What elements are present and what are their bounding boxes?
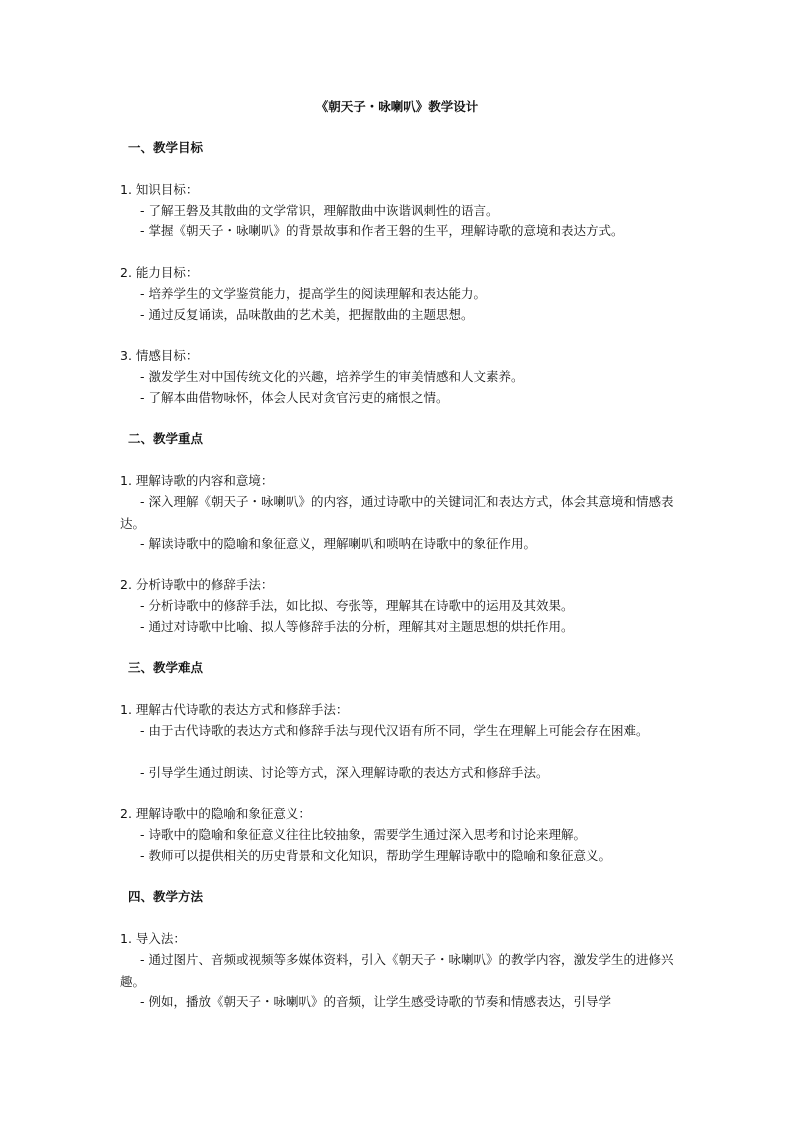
bullet: - 教师可以提供相关的历史背景和文化知识，帮助学生理解诗歌中的隐喻和象征意义。 bbox=[140, 848, 611, 863]
bullet: - 掌握《朝天子・咏喇叭》的背景故事和作者王磐的生平，理解诗歌的意境和表达方式。 bbox=[140, 223, 624, 238]
bullet: - 通过图片、音频或视频等多媒体资料，引入《朝天子・咏喇叭》的教学内容，激发学生的进修兴趣。 bbox=[120, 952, 674, 989]
bullet: - 培养学生的文学鉴赏能力，提高学生的阅读理解和表达能力。 bbox=[140, 286, 486, 301]
section-heading-methods: 四、教学方法 bbox=[128, 889, 204, 904]
document-title: 《朝天子・咏喇叭》教学设计 bbox=[315, 99, 479, 114]
bullet: - 通过对诗歌中比喻、拟人等修辞手法的分析，理解其对主题思想的烘托作用。 bbox=[140, 619, 574, 634]
item-knowledge-goal: 1. 知识目标： bbox=[120, 182, 199, 197]
section-heading-difficulties: 三、教学难点 bbox=[128, 660, 204, 675]
bullet: - 解读诗歌中的隐喻和象征意义，理解喇叭和唢呐在诗歌中的象征作用。 bbox=[140, 536, 536, 551]
item-emotion-goal: 3. 情感目标： bbox=[120, 348, 199, 363]
item-metaphor-symbolism: 2. 理解诗歌中的隐喻和象征意义： bbox=[120, 806, 311, 821]
bullet: - 激发学生对中国传统文化的兴趣，培养学生的审美情感和人文素养。 bbox=[140, 369, 524, 384]
bullet: - 诗歌中的隐喻和象征意义往往比较抽象，需要学生通过深入思考和讨论来理解。 bbox=[140, 827, 586, 842]
bullet: - 了解本曲借物咏怀，体会人民对贪官污吏的痛恨之情。 bbox=[140, 390, 449, 405]
item-introduction-method: 1. 导入法： bbox=[120, 931, 186, 946]
section-heading-objectives: 一、教学目标 bbox=[128, 140, 204, 155]
bullet: - 了解王磐及其散曲的文学常识，理解散曲中诙谐讽刺性的语言。 bbox=[140, 203, 499, 218]
bullet: - 分析诗歌中的修辞手法，如比拟、夸张等，理解其在诗歌中的运用及其效果。 bbox=[140, 598, 574, 613]
bullet: - 由于古代诗歌的表达方式和修辞手法与现代汉语有所不同，学生在理解上可能会存在困难。 bbox=[140, 723, 649, 738]
bullet: - 通过反复诵读，品味散曲的艺术美，把握散曲的主题思想。 bbox=[140, 307, 474, 322]
bullet: - 例如，播放《朝天子・咏喇叭》的音频，让学生感受诗歌的节奏和情感表达，引导学 bbox=[140, 994, 611, 1009]
bullet: - 深入理解《朝天子・咏喇叭》的内容，通过诗歌中的关键词汇和表达方式，体会其意境和情感表达。 bbox=[120, 494, 674, 531]
section-heading-key-points: 二、教学重点 bbox=[128, 431, 204, 446]
item-analyze-rhetoric: 2. 分析诗歌中的修辞手法： bbox=[120, 577, 274, 592]
item-understand-content: 1. 理解诗歌的内容和意境： bbox=[120, 473, 274, 488]
bullet: - 引导学生通过朗读、讨论等方式，深入理解诗歌的表达方式和修辞手法。 bbox=[140, 765, 549, 780]
item-ancient-expression: 1. 理解古代诗歌的表达方式和修辞手法： bbox=[120, 702, 349, 717]
item-ability-goal: 2. 能力目标： bbox=[120, 265, 199, 280]
